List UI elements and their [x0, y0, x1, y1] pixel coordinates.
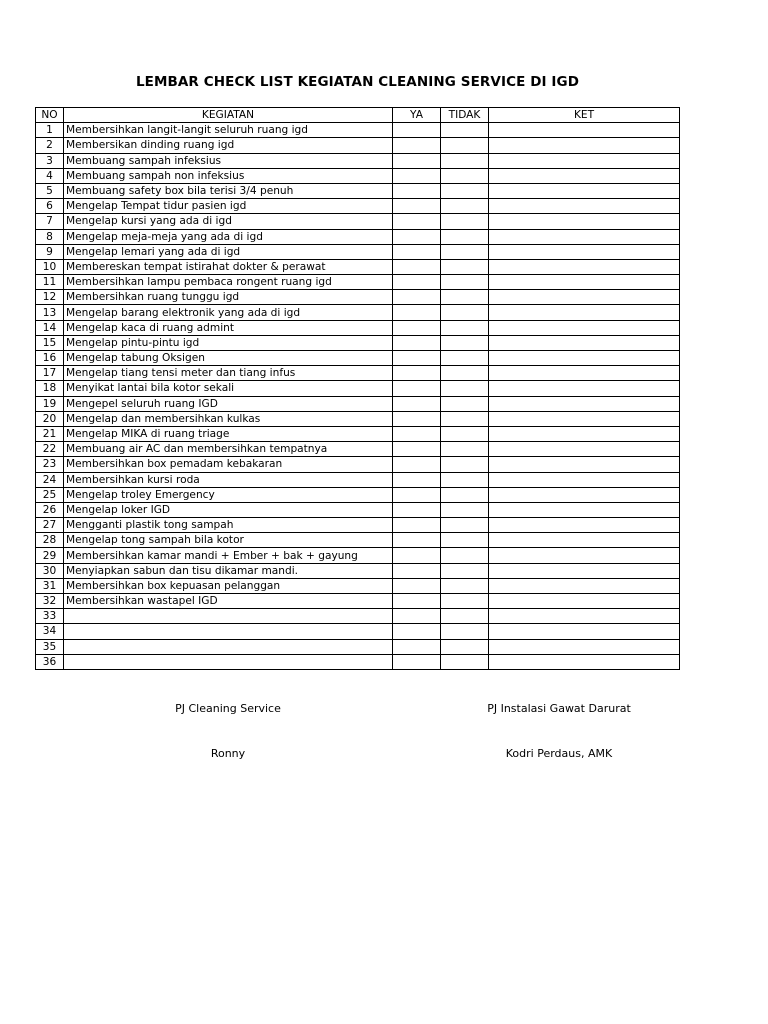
- row-activity: Mengelap loker IGD: [64, 502, 393, 517]
- table-row: [36, 366, 680, 381]
- row-number: 29: [36, 548, 64, 563]
- table-row: [36, 199, 680, 214]
- table-row: [36, 320, 680, 335]
- row-ya-cell: [393, 639, 441, 654]
- row-number: 5: [36, 183, 64, 198]
- row-ya-cell: [393, 442, 441, 457]
- row-activity: Mengelap Tempat tidur pasien igd: [64, 199, 393, 214]
- table-row: [36, 351, 680, 366]
- row-tidak-cell: [441, 624, 489, 639]
- row-ket-cell: [489, 138, 680, 153]
- table-row: [36, 609, 680, 624]
- header-ket: KET: [489, 108, 680, 123]
- row-activity: Membersihkan wastapel IGD: [64, 594, 393, 609]
- row-number: 8: [36, 229, 64, 244]
- row-ya-cell: [393, 426, 441, 441]
- table-header-row: [36, 108, 680, 123]
- row-ya-cell: [393, 214, 441, 229]
- row-ya-cell: [393, 335, 441, 350]
- table-row: [36, 654, 680, 669]
- row-ket-cell: [489, 168, 680, 183]
- row-number: 6: [36, 199, 64, 214]
- row-number: 25: [36, 487, 64, 502]
- row-ya-cell: [393, 609, 441, 624]
- table-row: [36, 426, 680, 441]
- row-ket-cell: [489, 335, 680, 350]
- row-tidak-cell: [441, 168, 489, 183]
- row-number: 20: [36, 411, 64, 426]
- row-ket-cell: [489, 305, 680, 320]
- row-ya-cell: [393, 381, 441, 396]
- row-activity: [64, 654, 393, 669]
- row-tidak-cell: [441, 487, 489, 502]
- row-ket-cell: [489, 563, 680, 578]
- row-activity: Menyikat lantai bila kotor sekali: [64, 381, 393, 396]
- table-row: [36, 305, 680, 320]
- row-tidak-cell: [441, 426, 489, 441]
- row-ya-cell: [393, 548, 441, 563]
- row-ya-cell: [393, 123, 441, 138]
- row-number: 36: [36, 654, 64, 669]
- row-ket-cell: [489, 123, 680, 138]
- row-ket-cell: [489, 244, 680, 259]
- row-activity: Membersihkan lampu pembaca rongent ruang igd: [64, 275, 393, 290]
- table-row: [36, 244, 680, 259]
- row-activity: Membersihkan kursi roda: [64, 472, 393, 487]
- row-activity: Mengelap lemari yang ada di igd: [64, 244, 393, 259]
- table-row: [36, 533, 680, 548]
- row-tidak-cell: [441, 138, 489, 153]
- row-number: 22: [36, 442, 64, 457]
- row-activity: Mengelap kursi yang ada di igd: [64, 214, 393, 229]
- table-row: [36, 153, 680, 168]
- row-number: 33: [36, 609, 64, 624]
- row-activity: Membersihkan langit-langit seluruh ruang igd: [64, 123, 393, 138]
- row-activity: [64, 624, 393, 639]
- row-number: 14: [36, 320, 64, 335]
- row-number: 10: [36, 259, 64, 274]
- row-activity: Mengelap dan membersihkan kulkas: [64, 411, 393, 426]
- row-activity: Membereskan tempat istirahat dokter & perawat: [64, 259, 393, 274]
- table-row: [36, 578, 680, 593]
- row-tidak-cell: [441, 275, 489, 290]
- row-ket-cell: [489, 381, 680, 396]
- row-ya-cell: [393, 396, 441, 411]
- row-activity: Membuang safety box bila terisi 3/4 penuh: [64, 183, 393, 198]
- row-number: 27: [36, 518, 64, 533]
- row-activity: Mengelap barang elektronik yang ada di igd: [64, 305, 393, 320]
- table-row: [36, 290, 680, 305]
- row-ya-cell: [393, 168, 441, 183]
- signature-role: PJ Instalasi Gawat Darurat: [487, 702, 631, 715]
- row-ket-cell: [489, 153, 680, 168]
- row-ket-cell: [489, 472, 680, 487]
- row-tidak-cell: [441, 472, 489, 487]
- row-activity: Membersihkan kamar mandi + Ember + bak + gayung: [64, 548, 393, 563]
- row-ya-cell: [393, 533, 441, 548]
- row-number: 18: [36, 381, 64, 396]
- row-tidak-cell: [441, 214, 489, 229]
- row-number: 3: [36, 153, 64, 168]
- row-ya-cell: [393, 563, 441, 578]
- row-ya-cell: [393, 153, 441, 168]
- row-ket-cell: [489, 609, 680, 624]
- row-ket-cell: [489, 578, 680, 593]
- row-number: 28: [36, 533, 64, 548]
- row-tidak-cell: [441, 609, 489, 624]
- row-tidak-cell: [441, 153, 489, 168]
- row-ket-cell: [489, 259, 680, 274]
- row-number: 15: [36, 335, 64, 350]
- row-tidak-cell: [441, 502, 489, 517]
- table-row: [36, 624, 680, 639]
- row-number: 32: [36, 594, 64, 609]
- row-tidak-cell: [441, 578, 489, 593]
- row-tidak-cell: [441, 594, 489, 609]
- row-tidak-cell: [441, 442, 489, 457]
- row-tidak-cell: [441, 290, 489, 305]
- row-number: 26: [36, 502, 64, 517]
- row-number: 1: [36, 123, 64, 138]
- row-tidak-cell: [441, 457, 489, 472]
- row-ya-cell: [393, 199, 441, 214]
- row-activity: Membuang sampah infeksius: [64, 153, 393, 168]
- row-ya-cell: [393, 624, 441, 639]
- table-row: [36, 502, 680, 517]
- row-number: 12: [36, 290, 64, 305]
- row-ya-cell: [393, 351, 441, 366]
- row-activity: Mengepel seluruh ruang IGD: [64, 396, 393, 411]
- row-number: 19: [36, 396, 64, 411]
- row-number: 11: [36, 275, 64, 290]
- row-ket-cell: [489, 624, 680, 639]
- row-number: 4: [36, 168, 64, 183]
- checklist-table: [35, 107, 680, 670]
- row-ya-cell: [393, 594, 441, 609]
- row-number: 31: [36, 578, 64, 593]
- row-ket-cell: [489, 442, 680, 457]
- table-row: [36, 548, 680, 563]
- row-activity: Membuang air AC dan membersihkan tempatnya: [64, 442, 393, 457]
- row-activity: Membersikan dinding ruang igd: [64, 138, 393, 153]
- row-activity: Mengganti plastik tong sampah: [64, 518, 393, 533]
- table-row: [36, 275, 680, 290]
- row-tidak-cell: [441, 396, 489, 411]
- row-tidak-cell: [441, 639, 489, 654]
- row-activity: Membersihkan box kepuasan pelanggan: [64, 578, 393, 593]
- table-row: [36, 563, 680, 578]
- table-row: [36, 183, 680, 198]
- document-title: LEMBAR CHECK LIST KEGIATAN CLEANING SERVICE DI IGD: [135, 74, 580, 90]
- row-activity: Mengelap troley Emergency: [64, 487, 393, 502]
- row-activity: Mengelap tiang tensi meter dan tiang infus: [64, 366, 393, 381]
- row-tidak-cell: [441, 335, 489, 350]
- row-ket-cell: [489, 275, 680, 290]
- row-number: 16: [36, 351, 64, 366]
- row-ya-cell: [393, 457, 441, 472]
- row-ya-cell: [393, 366, 441, 381]
- row-number: 24: [36, 472, 64, 487]
- row-activity: Membuang sampah non infeksius: [64, 168, 393, 183]
- row-tidak-cell: [441, 563, 489, 578]
- row-tidak-cell: [441, 366, 489, 381]
- row-ket-cell: [489, 594, 680, 609]
- row-ya-cell: [393, 138, 441, 153]
- row-number: 21: [36, 426, 64, 441]
- row-ya-cell: [393, 290, 441, 305]
- row-tidak-cell: [441, 654, 489, 669]
- row-number: 2: [36, 138, 64, 153]
- header-no: NO: [36, 108, 64, 123]
- row-ket-cell: [489, 457, 680, 472]
- row-tidak-cell: [441, 244, 489, 259]
- row-tidak-cell: [441, 351, 489, 366]
- row-ya-cell: [393, 320, 441, 335]
- row-ket-cell: [489, 320, 680, 335]
- row-activity: Membersihkan box pemadam kebakaran: [64, 457, 393, 472]
- row-tidak-cell: [441, 123, 489, 138]
- row-activity: Mengelap meja-meja yang ada di igd: [64, 229, 393, 244]
- table-row: [36, 518, 680, 533]
- table-row: [36, 214, 680, 229]
- table-row: [36, 411, 680, 426]
- row-number: 13: [36, 305, 64, 320]
- row-activity: Mengelap tong sampah bila kotor: [64, 533, 393, 548]
- row-ket-cell: [489, 351, 680, 366]
- row-ket-cell: [489, 366, 680, 381]
- table-row: [36, 381, 680, 396]
- row-ya-cell: [393, 654, 441, 669]
- row-ket-cell: [489, 487, 680, 502]
- row-activity: Mengelap pintu-pintu igd: [64, 335, 393, 350]
- row-ket-cell: [489, 502, 680, 517]
- table-row: [36, 487, 680, 502]
- row-ya-cell: [393, 275, 441, 290]
- row-tidak-cell: [441, 533, 489, 548]
- row-ket-cell: [489, 229, 680, 244]
- row-ket-cell: [489, 183, 680, 198]
- row-activity: Mengelap kaca di ruang admint: [64, 320, 393, 335]
- row-ket-cell: [489, 199, 680, 214]
- table-row: [36, 168, 680, 183]
- table-row: [36, 442, 680, 457]
- row-activity: [64, 609, 393, 624]
- row-tidak-cell: [441, 381, 489, 396]
- row-tidak-cell: [441, 518, 489, 533]
- row-ya-cell: [393, 259, 441, 274]
- row-ket-cell: [489, 396, 680, 411]
- row-activity: Mengelap tabung Oksigen: [64, 351, 393, 366]
- table-body: [36, 123, 680, 670]
- row-tidak-cell: [441, 229, 489, 244]
- table-row: [36, 472, 680, 487]
- table-row: [36, 259, 680, 274]
- table-row: [36, 639, 680, 654]
- row-ket-cell: [489, 214, 680, 229]
- row-activity: Mengelap MIKA di ruang triage: [64, 426, 393, 441]
- row-activity: [64, 639, 393, 654]
- row-ya-cell: [393, 578, 441, 593]
- row-ya-cell: [393, 502, 441, 517]
- row-tidak-cell: [441, 411, 489, 426]
- row-number: 17: [36, 366, 64, 381]
- row-ya-cell: [393, 244, 441, 259]
- table-row: [36, 457, 680, 472]
- row-ya-cell: [393, 305, 441, 320]
- row-ket-cell: [489, 518, 680, 533]
- row-tidak-cell: [441, 320, 489, 335]
- row-number: 34: [36, 624, 64, 639]
- row-ket-cell: [489, 654, 680, 669]
- signature-name: Ronny: [210, 747, 246, 760]
- row-ket-cell: [489, 426, 680, 441]
- row-tidak-cell: [441, 183, 489, 198]
- header-tidak: TIDAK: [441, 108, 489, 123]
- table-row: [36, 335, 680, 350]
- row-tidak-cell: [441, 548, 489, 563]
- row-number: 23: [36, 457, 64, 472]
- row-ket-cell: [489, 411, 680, 426]
- row-tidak-cell: [441, 305, 489, 320]
- table-row: [36, 594, 680, 609]
- row-ya-cell: [393, 487, 441, 502]
- table-row: [36, 138, 680, 153]
- row-ket-cell: [489, 290, 680, 305]
- row-ya-cell: [393, 411, 441, 426]
- row-activity: Membersihkan ruang tunggu igd: [64, 290, 393, 305]
- signature-name: Kodri Perdaus, AMK: [505, 747, 613, 760]
- row-ya-cell: [393, 518, 441, 533]
- row-number: 30: [36, 563, 64, 578]
- table-row: [36, 396, 680, 411]
- table-row: [36, 229, 680, 244]
- row-ket-cell: [489, 548, 680, 563]
- row-number: 7: [36, 214, 64, 229]
- row-ket-cell: [489, 533, 680, 548]
- row-ya-cell: [393, 472, 441, 487]
- row-number: 35: [36, 639, 64, 654]
- signature-role: PJ Cleaning Service: [175, 702, 281, 715]
- header-ya: YA: [393, 108, 441, 123]
- header-kegiatan: KEGIATAN: [64, 108, 393, 123]
- row-tidak-cell: [441, 259, 489, 274]
- row-ya-cell: [393, 183, 441, 198]
- row-ket-cell: [489, 639, 680, 654]
- table-row: [36, 123, 680, 138]
- row-number: 9: [36, 244, 64, 259]
- row-tidak-cell: [441, 199, 489, 214]
- row-activity: Menyiapkan sabun dan tisu dikamar mandi.: [64, 563, 393, 578]
- row-ya-cell: [393, 229, 441, 244]
